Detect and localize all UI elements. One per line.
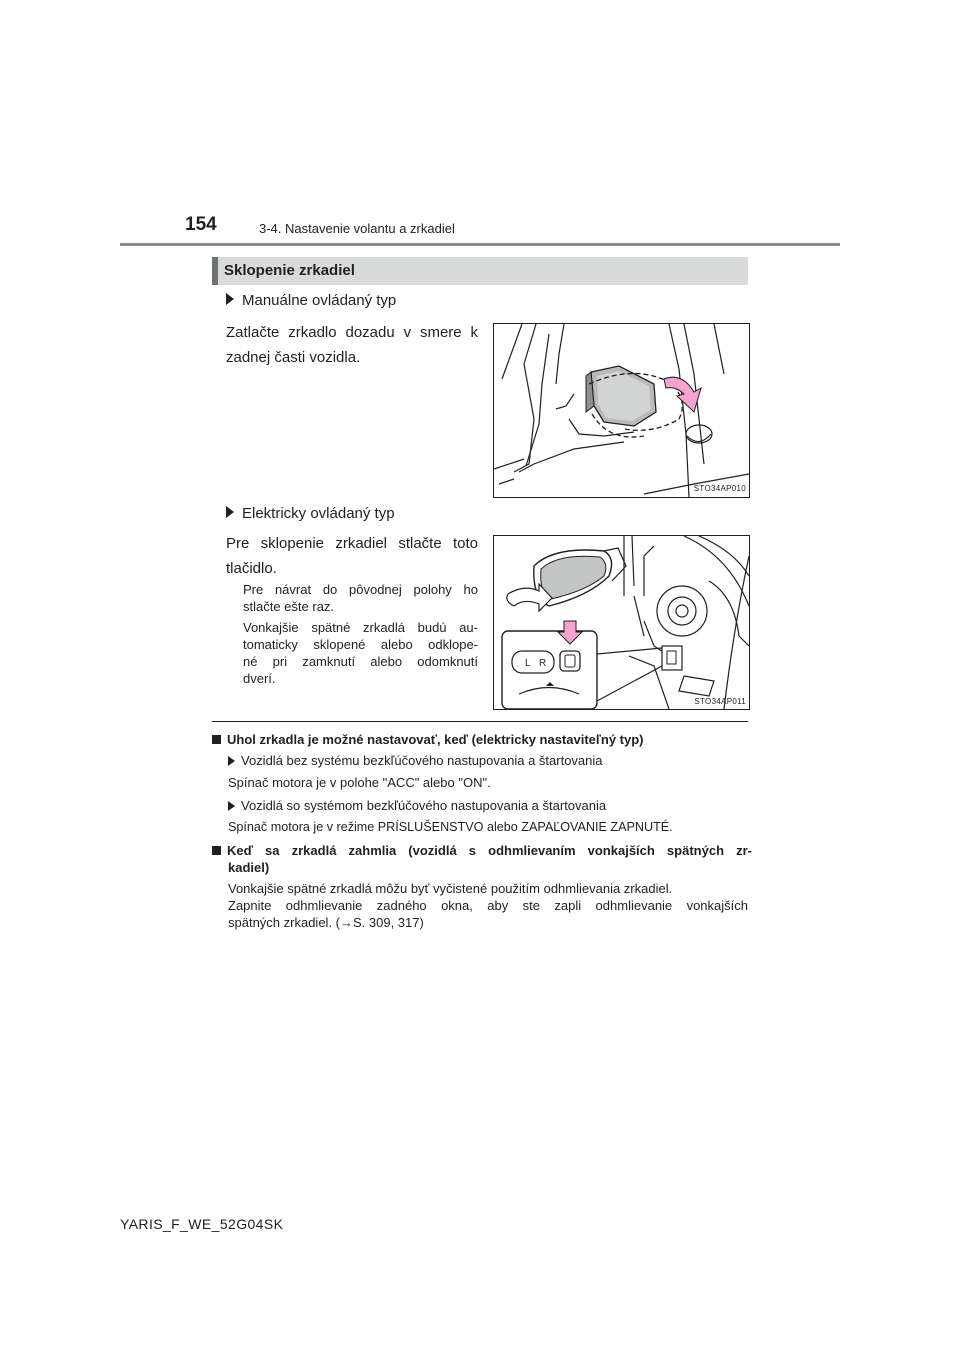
note-fog-heading-line-1	[212, 842, 752, 859]
note-fog-heading	[212, 842, 752, 876]
electric-note-auto	[243, 619, 478, 687]
note-fog-text-line-3: spätných zrkadiel. (→S. 309, 317)	[228, 915, 424, 930]
electric-note-auto-line-3: né pri zamknutí alebo odomknutí	[243, 654, 478, 669]
section-heading-tab	[212, 257, 218, 285]
note-fog-text-line-2: Zapnite odhmlievanie zadného okna, aby ste zapli odhmlievanie vonkajších	[228, 898, 748, 913]
manual-mirror-figure	[493, 323, 750, 498]
section-title: Sklopenie zrkadiel	[224, 262, 355, 279]
electric-mirror-figure	[493, 535, 750, 710]
manual-type-heading-text: Manuálne ovládaný typ	[242, 292, 397, 309]
electric-type-text: Pre sklopenie zrkadiel stlačte toto tlačidlo.	[226, 535, 478, 577]
manual-type-text: Zatlačte zrkadlo dozadu v smere k zadnej časti vozidla.	[226, 324, 478, 366]
electric-type-heading	[226, 505, 395, 522]
switch-left-label: L	[525, 658, 531, 669]
note-angle-heading-text: Uhol zrkadla je možné nastavovať, keď (elektricky nastaviteľný typ)	[227, 732, 644, 747]
note-fog-text	[228, 880, 748, 931]
figure-code: STO34AP011	[694, 697, 746, 706]
chapter-title: 3-4. Nastavenie volantu a zrkadiel	[259, 221, 455, 236]
page-number: 154	[185, 214, 217, 235]
note-fog-text-line-1: Vonkajšie spätné zrkadlá môžu byť vyčistené použitím odhmlievania zrkadiel.	[228, 881, 673, 896]
note-angle-item2-heading-text: Vozidlá so systémom bezkľúčového nastupovania a štartovania	[241, 798, 607, 813]
square-bullet-icon	[212, 735, 221, 744]
manual-type-heading	[226, 292, 396, 309]
triangle-bullet-icon	[226, 293, 234, 305]
note-angle-item2-text: Spínač motora je v režime PRÍSLUŠENSTVO alebo ZAPAĽOVANIE ZAPNUTÉ.	[228, 820, 673, 834]
section-heading-bar	[212, 257, 748, 285]
switch-right-label: R	[539, 658, 547, 669]
note-fog-heading-line-1-text: Keď sa zrkadlá zahmlia (vozidlá s odhmlievaním vonkajších spätných zr-	[227, 843, 752, 858]
triangle-bullet-icon	[228, 801, 235, 811]
note-angle-item2-heading	[228, 797, 606, 814]
electric-mirror-illustration	[494, 536, 749, 709]
note-angle-item1-heading-text: Vozidlá bez systému bezkľúčového nastupovania a štartovania	[241, 753, 603, 768]
note-angle-item1-heading	[228, 752, 603, 769]
note-angle-heading	[212, 731, 752, 748]
electric-note-auto-line-4: dverí.	[243, 671, 276, 686]
square-bullet-icon	[212, 846, 221, 855]
electric-note-auto-line-2: tomaticky sklopené alebo odklope-	[243, 637, 478, 652]
triangle-bullet-icon	[226, 506, 234, 518]
figure-code: STO34AP010	[693, 484, 746, 493]
note-angle-item1-text: Spínač motora je v polohe "ACC" alebo "ON".	[228, 775, 491, 790]
electric-note-return: Pre návrat do pôvodnej polohy ho stlačte ešte raz.	[243, 582, 478, 614]
header-rule	[120, 243, 840, 246]
manual-mirror-illustration	[494, 324, 749, 497]
document-code: YARIS_F_WE_52G04SK	[120, 1216, 284, 1232]
electric-type-heading-text: Elektricky ovládaný typ	[242, 505, 395, 522]
section-divider	[212, 721, 748, 722]
triangle-bullet-icon	[228, 756, 235, 766]
electric-note-auto-line-1: Vonkajšie spätné zrkadlá budú au-	[243, 620, 478, 635]
note-fog-heading-line-2: kadiel)	[228, 860, 270, 875]
